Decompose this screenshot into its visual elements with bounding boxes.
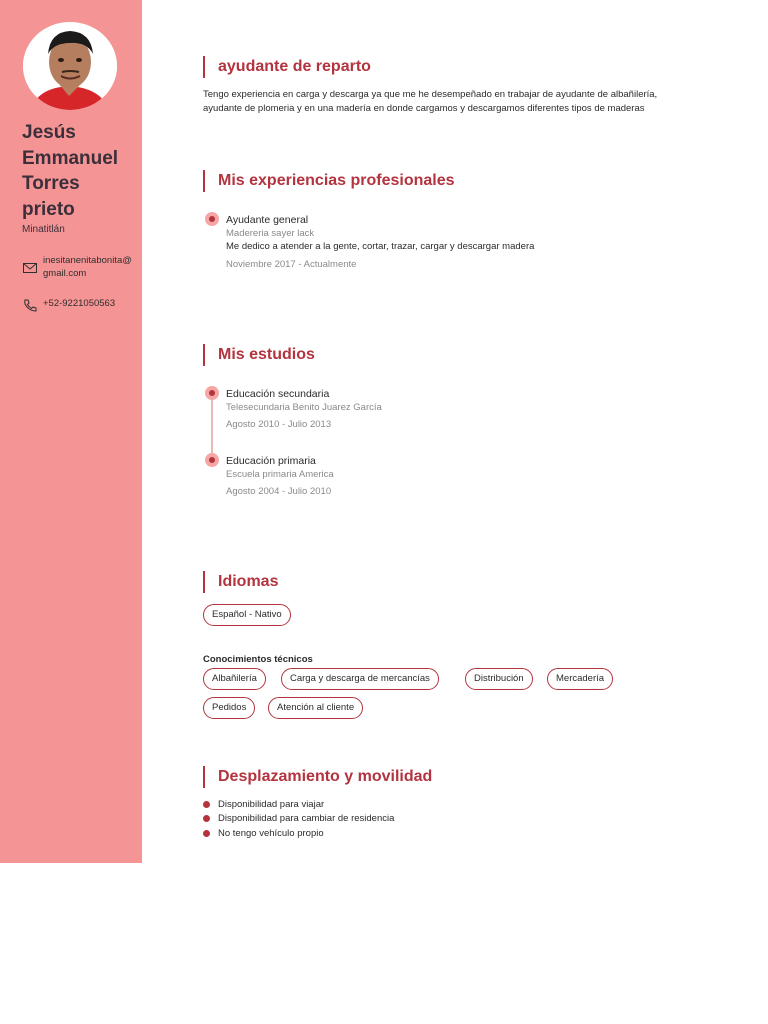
skill-tag: Atención al cliente — [268, 697, 363, 719]
contact-email[interactable] — [22, 254, 135, 280]
education-degree: Educación secundaria — [226, 388, 330, 400]
languages-title: Idiomas — [203, 571, 278, 593]
contact-phone[interactable] — [22, 297, 135, 312]
skill-tag: Mercadería — [547, 668, 613, 690]
profile-photo — [23, 22, 117, 110]
mobility-item — [203, 828, 324, 839]
city: Minatitlán — [22, 224, 65, 235]
mobility-text: No tengo vehículo propio — [218, 828, 324, 839]
mobility-item — [203, 813, 394, 824]
skill-tag: Pedidos — [203, 697, 255, 719]
name-line: Jesús — [22, 122, 76, 143]
education-school: Telesecundaria Benito Juarez García — [226, 402, 382, 413]
phone-text: +52-9221050563 — [43, 298, 116, 309]
email-text: inesitanenitabonita@gmail.com — [43, 255, 132, 279]
education-period: Agosto 2004 - Julio 2010 — [226, 486, 332, 497]
education-degree: Educación primaria — [226, 455, 316, 467]
mobility-item — [203, 799, 324, 810]
skills-label: Conocimientos técnicos — [203, 654, 313, 665]
name-line: prieto — [22, 198, 75, 220]
education-title: Mis estudios — [203, 344, 315, 366]
timeline-dot — [205, 453, 219, 467]
bullet-icon — [203, 830, 210, 837]
skill-tag: Albañilería — [203, 668, 266, 690]
mobility-text: Disponibilidad para cambiar de residencia — [218, 813, 395, 824]
name-line: Emmanuel — [22, 147, 119, 169]
experience-period: Noviembre 2017 - Actualmente — [226, 259, 357, 270]
timeline-line — [211, 399, 213, 459]
summary-title: ayudante de reparto — [203, 56, 371, 78]
education-period: Agosto 2010 - Julio 2013 — [226, 419, 332, 430]
timeline-dot — [205, 212, 219, 226]
bullet-icon — [203, 801, 210, 808]
education-school: Escuela primaria America — [226, 469, 334, 480]
mail-icon — [22, 261, 38, 275]
person-name — [22, 120, 140, 222]
mobility-text: Disponibilidad para viajar — [218, 799, 325, 810]
timeline-dot — [205, 386, 219, 400]
experience-company: Madereria sayer lack — [226, 228, 315, 239]
name-line: Torres — [22, 173, 80, 194]
mobility-title: Desplazamiento y movilidad — [203, 766, 432, 788]
experience-title: Mis experiencias profesionales — [203, 170, 455, 192]
skill-tag: Distribución — [465, 668, 533, 690]
phone-icon — [22, 298, 38, 312]
bullet-icon — [203, 815, 210, 822]
summary-text: Tengo experiencia en carga y descarga ya que me he desempeñado en trabajar de ayudante de albañilería, ayudante de plomeria y en una madería en donde cargamos y descargamos diferentes tipos de maderas — [203, 89, 658, 114]
skill-tag: Carga y descarga de mercancías — [281, 668, 439, 690]
language-tag: Español - Nativo — [203, 604, 291, 626]
experience-description: Me dedico a atender a la gente, cortar, trazar, cargar y descargar madera — [226, 241, 535, 252]
experience-role: Ayudante general — [226, 214, 309, 226]
